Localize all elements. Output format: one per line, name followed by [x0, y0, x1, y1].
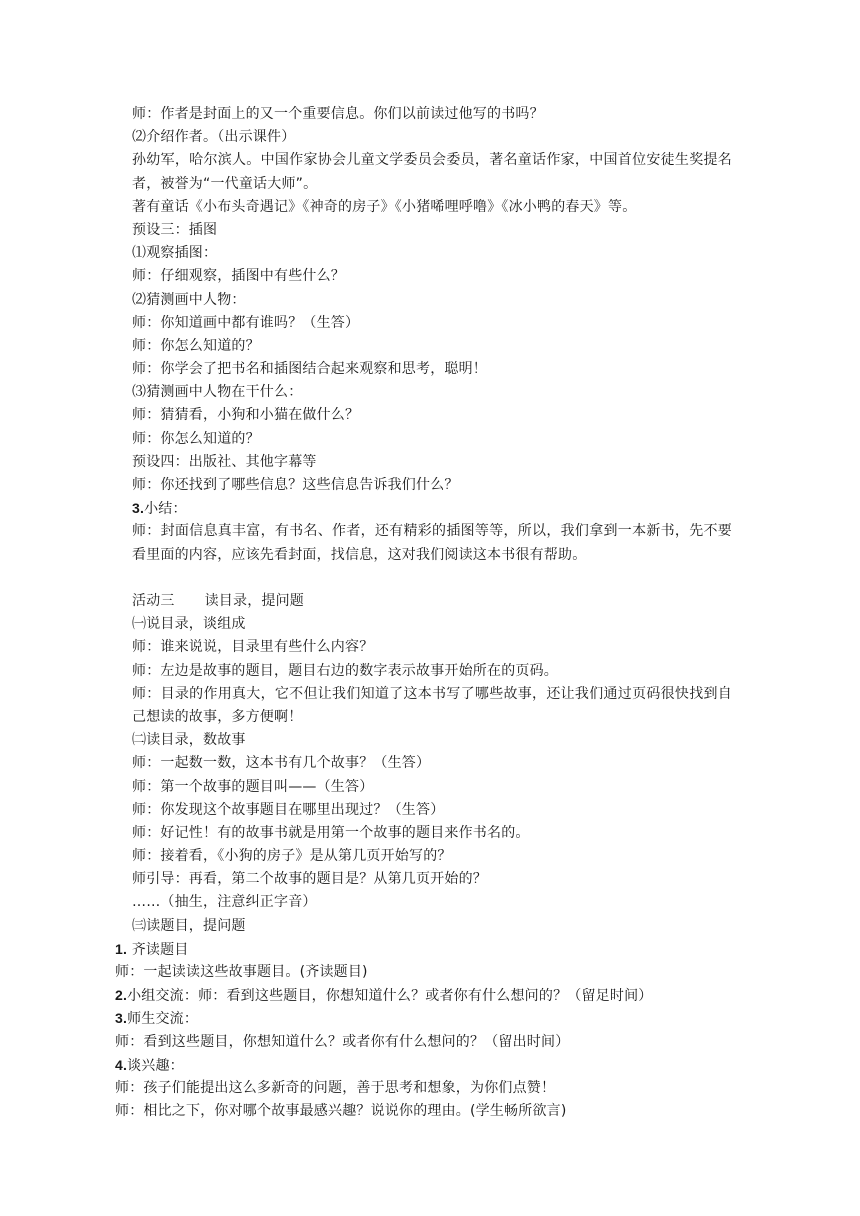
item-text: 谈兴趣： — [127, 1057, 184, 1074]
text-line: 师：仔细观察，插图中有些什么？ — [132, 268, 345, 285]
document-body — [115, 103, 732, 1123]
numbered-heading — [115, 938, 732, 961]
text-line: 师：猜猜看，小狗和小猫在做什么？ — [132, 407, 360, 424]
text-line: 师：好记性！有的故事书就是用第一个故事的题目来作书名的。 — [132, 824, 530, 841]
subsection-heading: ㈡读目录，数故事 — [132, 732, 246, 749]
item-number: 3. — [115, 1010, 128, 1027]
text-line: 师：一起读读这些故事题目。(齐读题目) — [115, 964, 368, 981]
activity-title: 读目录，提问题 — [204, 593, 305, 609]
text-line: ⑵猜测画中人物： — [132, 291, 246, 308]
text-line: ……（抽生，注意纠正字音） — [132, 894, 317, 911]
item-number: 2. — [115, 987, 128, 1004]
text-line: 师：一起数一数，这本书有几个故事？（生答） — [132, 755, 431, 772]
subsection-heading: ㈢读题目，提问题 — [132, 917, 246, 934]
text-line: 师引导：再看，第二个故事的题目是？从第几页开始的？ — [132, 871, 487, 888]
item-text: 齐读题目 — [127, 941, 189, 958]
item-text: 小组交流：师：看到这些题目，你想知道什么？或者你有什么想问的？（留足时间） — [127, 988, 653, 1005]
text-line: 师：你怎么知道的？ — [132, 337, 260, 354]
toc-purpose-paragraph: 师：目录的作用真大，它不但让我们知道了这本书写了哪些故事，还让我们通过页码很快找到自己想读的故事，多方便啊！ — [132, 685, 732, 725]
text-line: 师：相比之下，你对哪个故事最感兴趣？说说你的理由。(学生畅所欲言) — [115, 1103, 567, 1120]
text-line: 师：你学会了把书名和插图结合起来观察和思考，聪明！ — [132, 361, 487, 378]
item-number: 4. — [115, 1056, 128, 1073]
item-text: 小结： — [144, 501, 187, 518]
section-heading: 预设四：出版社、其他字幕等 — [132, 453, 317, 470]
text-line: 师：第一个故事的题目叫——（生答） — [132, 778, 374, 795]
text-line: 师：你知道画中都有谁吗？（生答） — [132, 314, 360, 331]
subsection-heading: ㈠说目录，谈组成 — [132, 616, 246, 633]
text-line: 师：接着看，《小狗的房子》是从第几页开始写的？ — [132, 848, 452, 865]
text-line: ⑶猜测画中人物在干什么： — [132, 384, 303, 401]
text-line: ⑵介绍作者。（出示课件） — [132, 129, 296, 146]
numbered-heading — [115, 1054, 732, 1077]
author-intro-paragraph: 孙幼军，哈尔滨人。中国作家协会儿童文学委员会委员，著名童话作家，中国首位安徒生奖提名者，被誉为“一代童话大师”。 — [132, 152, 732, 192]
text-line: 师：作者是封面上的又一个重要信息。你们以前读过他写的书吗？ — [132, 106, 544, 122]
item-text: 师生交流： — [127, 1011, 199, 1028]
section-heading: 预设三：插图 — [132, 221, 218, 238]
activity-label: 活动三 — [132, 593, 175, 609]
text-line: 著有童话《小布头奇遇记》《神奇的房子》《小猪唏哩呼噜》《冰小鸭的春天》等。 — [132, 198, 637, 215]
activity-heading — [132, 590, 732, 613]
item-number: 1. — [115, 940, 128, 957]
summary-paragraph: 师：封面信息真丰富，有书名、作者，还有精彩的插图等等，所以，我们拿到一本新书，先不要看里面的内容，应该先看封面，找信息，这对我们阅读这本书很有帮助。 — [132, 523, 732, 563]
numbered-heading — [115, 984, 732, 1007]
text-line: 师：左边是故事的题目，题目右边的数字表示故事开始所在的页码。 — [132, 662, 558, 679]
text-line: 师：你发现这个故事题目在哪里出现过？（生答） — [132, 801, 445, 818]
numbered-heading — [132, 497, 732, 520]
numbered-heading — [115, 1007, 732, 1030]
text-line: 师：看到这些题目，你想知道什么？或者你有什么想问的？（留出时间） — [115, 1033, 570, 1050]
text-line: 师：你还找到了哪些信息？这些信息告诉我们什么？ — [132, 477, 459, 494]
text-line: 师：谁来说说，目录里有些什么内容？ — [132, 639, 374, 656]
text-line: ⑴观察插图： — [132, 245, 218, 262]
text-line: 师：你怎么知道的？ — [132, 430, 260, 447]
blank-line — [132, 567, 732, 590]
text-line: 师：孩子们能提出这么多新奇的问题，善于思考和想象，为你们点赞！ — [115, 1079, 556, 1096]
item-number: 3. — [132, 500, 145, 517]
